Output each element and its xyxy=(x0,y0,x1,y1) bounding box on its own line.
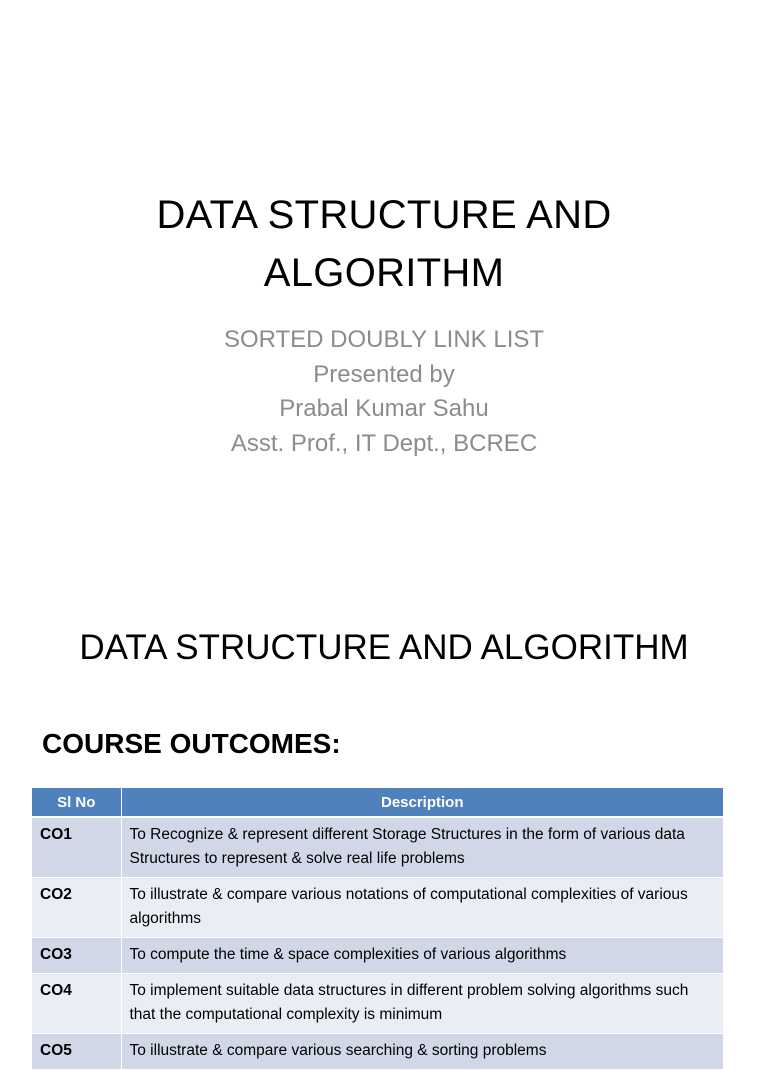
subtitle-presenter-name: Prabal Kumar Sahu xyxy=(279,395,489,422)
slide-title-line-2: ALGORITHM xyxy=(263,251,505,295)
subtitle-presented-by: Presented by xyxy=(313,360,455,388)
table-row xyxy=(32,878,723,938)
slide-subtitle xyxy=(0,323,768,461)
outcome-description: To Recognize & represent different Storage Structures in the form of various data Structures to represent & solve real life problems xyxy=(121,817,723,878)
course-outcomes-slide xyxy=(0,576,768,1059)
subtitle-presenter-affiliation: Asst. Prof., IT Dept., BCREC xyxy=(230,429,538,457)
column-header-description: Description xyxy=(121,788,723,817)
course-outcomes-table xyxy=(32,788,723,1070)
table-row xyxy=(32,938,723,974)
table-row xyxy=(32,817,723,878)
outcome-id: CO2 xyxy=(32,878,121,938)
table-header-row xyxy=(32,788,723,817)
outcome-description: To illustrate & compare various notations of computational complexities of various algorithms xyxy=(121,878,723,938)
outcome-description: To implement suitable data structures in different problem solving algorithms such that the computational complexity is minimum xyxy=(121,974,723,1034)
slide-title-line-1: DATA STRUCTURE AND xyxy=(156,193,612,237)
subtitle-topic: SORTED DOUBLY LINK LIST xyxy=(223,326,545,353)
outcome-description: To compute the time & space complexities of various algorithms xyxy=(121,938,723,974)
column-header-sl-no: Sl No xyxy=(32,788,121,817)
outcome-id: CO5 xyxy=(32,1034,121,1070)
section-heading: COURSE OUTCOMES: xyxy=(42,728,341,759)
table-row xyxy=(32,1034,723,1070)
outcome-id: CO1 xyxy=(32,817,121,878)
outcome-id: CO4 xyxy=(32,974,121,1034)
outcome-id: CO3 xyxy=(32,938,121,974)
slide-title xyxy=(0,186,768,302)
slide-title: DATA STRUCTURE AND ALGORITHM xyxy=(79,628,689,667)
table-row xyxy=(32,974,723,1034)
outcome-description: To illustrate & compare various searching & sorting problems xyxy=(121,1034,723,1070)
